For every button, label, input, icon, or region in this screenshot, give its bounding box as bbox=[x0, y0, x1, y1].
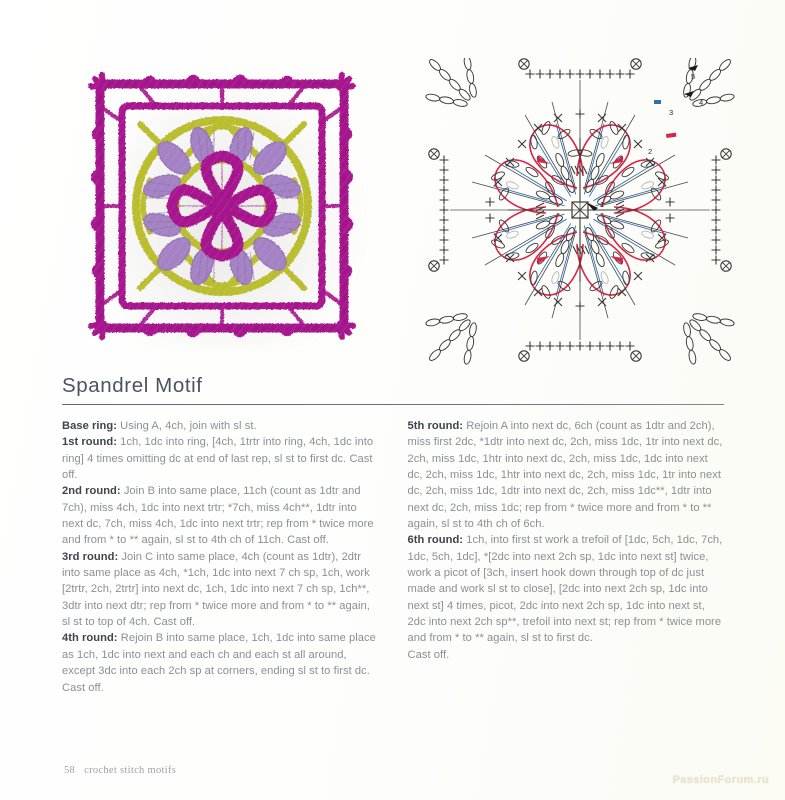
instruction-text: Using A, 4ch, join with sl st. bbox=[116, 420, 257, 432]
instruction-round-3 bbox=[62, 549, 379, 631]
instruction-lead: Base ring: bbox=[62, 420, 117, 432]
instruction-text: 1ch, 1dc into ring, [4ch, 1trtr into ring, 4ch, 1dc into ring] 4 times omitting dc at end of last rep, sl st to first dc. Cast off. bbox=[62, 436, 374, 482]
folio-number: 58 bbox=[64, 765, 76, 776]
instructions-columns bbox=[62, 418, 724, 696]
instruction-round-6 bbox=[408, 532, 725, 646]
instruction-lead: 4th round: bbox=[62, 632, 118, 645]
instruction-base-ring bbox=[62, 418, 379, 434]
crocheted-square-motif bbox=[78, 62, 366, 350]
chart-label-5: 5 bbox=[691, 72, 696, 81]
instruction-text: Rejoin B into same place, 1ch, 1dc into same place as 1ch, 1dc into next and each ch and each st all around, except 3dc into each 2ch sp at corners, ending sl st to first dc. Cast off. bbox=[62, 632, 376, 694]
page-title: Spandrel Motif bbox=[62, 374, 203, 397]
title-divider bbox=[62, 404, 724, 405]
instruction-round-4 bbox=[62, 630, 379, 695]
motif-photo bbox=[78, 62, 366, 350]
instruction-text: Join B into same place, 11ch (count as 1dtr and 7ch), miss 4ch, 1dc into next trtr; *7ch, miss 4ch**, 1dtr into next dc, 7ch, miss 4ch, 1dc into next trtr; rep from * twice more and from * to ** again, sl st to 4th ch of 11ch. Cast off. bbox=[62, 485, 374, 547]
instruction-lead: 6th round: bbox=[407, 534, 464, 547]
stitch-chart-diagram bbox=[415, 58, 745, 368]
instruction-lead: 3rd round: bbox=[62, 550, 119, 563]
instructions-left-column bbox=[62, 418, 379, 696]
instruction-lead: 1st round: bbox=[62, 436, 117, 449]
section-heading-block bbox=[62, 374, 724, 405]
instruction-text: Rejoin A into next dc, 6ch (count as 1dtr and 2ch), miss first 2dc, *1dtr into next dc, 2ch, miss 1dc, 1tr into next dc, 2ch, miss 1dc, 1htr into next dc, 2ch, miss 1dc, 1dc into next dc, 2ch, miss 1dc, 1htr into next dc, 2ch, miss 1dc, 1tr into next dc, 2ch, miss 1dc, 1dtr into next dc, 2ch, miss 1dc**, 1dtr into next dc, 2ch, miss 1dc; rep from * twice more and from * to ** again, sl st to 4th ch of 6ch. bbox=[407, 420, 723, 531]
page-folio bbox=[64, 765, 176, 776]
chart-label-1: 1 bbox=[600, 200, 605, 209]
chart-label-3: 3 bbox=[669, 108, 674, 117]
instruction-text: 1ch, into first st work a trefoil of [1dc, 5ch, 1dc, 7ch, 1dc, 5ch, 1dc], *[2dc into next 2ch sp, 1dc into next st] twice, work a picot of [3ch, insert hook down through top of dc just made and work sl st to close], [2dc into next 2ch sp, 1dc into next st] 4 times, picot, 2dc into next 2ch sp, 1dc into next st, 2dc into next 2ch sp**, trefoil into next st; rep from * twice more and from * to ** again, sl st to first dc. bbox=[407, 534, 723, 645]
instruction-round-2 bbox=[62, 483, 379, 548]
instruction-lead: 2nd round: bbox=[62, 485, 121, 498]
instruction-cast-off: Cast off. bbox=[407, 648, 450, 661]
folio-label: crochet stitch motifs bbox=[84, 765, 177, 776]
instructions-right-column bbox=[408, 418, 725, 696]
illustration-row bbox=[0, 0, 785, 365]
instruction-lead: 5th round: bbox=[407, 420, 464, 432]
instruction-round-1 bbox=[62, 434, 379, 483]
chart-label-2: 2 bbox=[648, 147, 653, 156]
instruction-round-5 bbox=[408, 418, 725, 532]
instruction-text: Join C into same place, 4ch (count as 1dtr), 2dtr into same place as 4ch, *1ch, 1dc into next 7 ch sp, 1ch, work [2trtr, 2ch, 2trtr] into next dc, 1ch, 1dc into next 7 ch sp, 1ch**, 3dtr into next dtr; rep from * twice more and from * to ** again, sl st to top of 4ch. Cast off. bbox=[62, 550, 370, 629]
watermark: PassionForum.ru bbox=[672, 774, 769, 786]
chart-label-4: 4 bbox=[699, 98, 704, 107]
